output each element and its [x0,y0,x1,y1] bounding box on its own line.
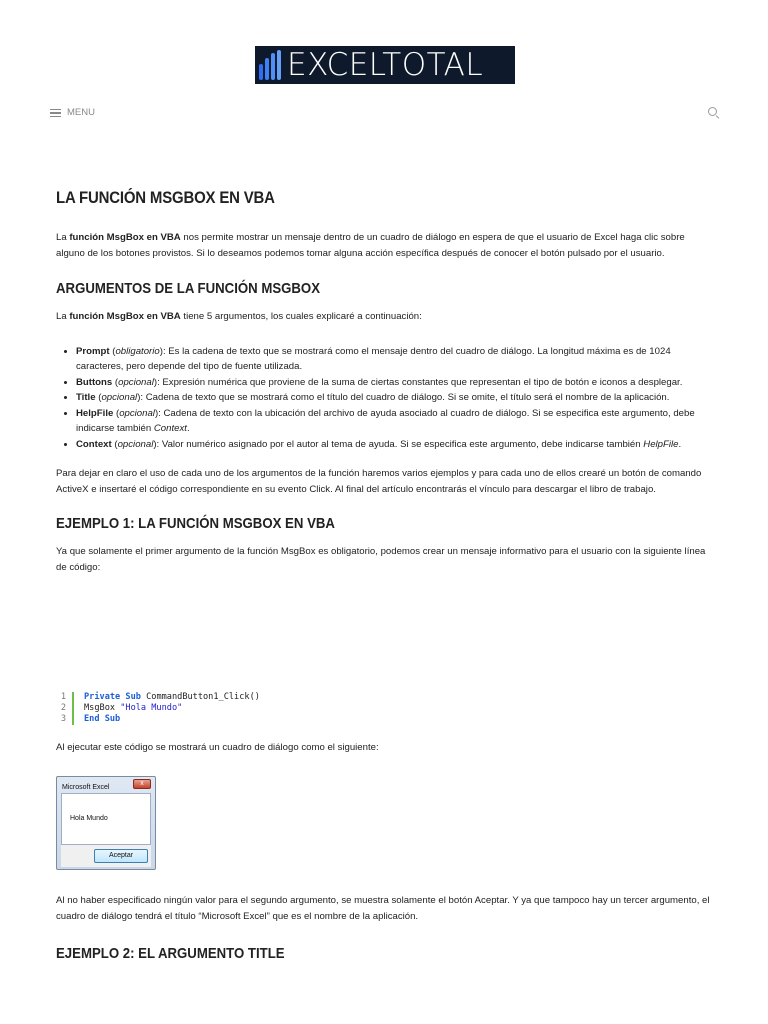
top-nav [50,104,720,122]
article-title: LA FUNCIÓN MSGBOX EN VBA [56,188,275,207]
arg-kind: opcional [119,407,155,419]
args-intro-paragraph [56,309,712,325]
arg-name: Title [76,392,96,403]
arg-name: Context [76,438,112,450]
arg-ref: HelpFile [643,438,679,450]
arg-desc: : Valor numérico asignado por el autor al tema de ayuda. Si se especifica este argumento, debe indicarse también [156,438,644,450]
intro-rest: nos permite mostrar un mensaje dentro de un cuadro de diálogo en espera de que el usuario de Excel haga clic sobre alguno de los botones provistos. Si lo deseamos podemos tomar alguna acción específica después de conocer el botón pulsado por el usuario. [56,232,685,259]
arg-kind: opcional [101,392,138,403]
args-intro-prefix: La [56,311,70,322]
arg-desc: : Cadena de texto con la ubicación del archivo de ayuda asociado al cuadro de diálogo. Si se especifica este argumento, debe indicarse también [76,407,695,434]
code-string: "Hola Mundo" [120,703,183,713]
code-keyword: End Sub [84,714,121,724]
arg-name: Buttons [76,376,113,388]
dialog-title: Microsoft Excel [62,784,110,791]
arguments-list [76,344,712,453]
example2-title: EJEMPLO 2: EL ARGUMENTO TITLE [56,945,285,962]
site-logo[interactable] [255,46,515,84]
menu-label: MENU [67,107,95,119]
logo-bars-icon [259,50,281,80]
arg-desc: : Cadena de texto que se mostrará como el título del cuadro de diálogo. Si se omite, el título será el nombre de la aplicación. [140,392,670,403]
args-intro-bold: función MsgBox en VBA [69,311,181,322]
msgbox-dialog-image [56,776,156,870]
logo-bar [271,53,275,80]
intro-paragraph [56,230,712,261]
hamburger-icon [50,109,61,117]
close-icon: x [133,779,151,789]
code-plain: MsgBox [84,703,121,713]
dialog-message: Hola Mundo [70,815,108,822]
intro-bold: función MsgBox en VBA [69,232,181,243]
example1-title: EJEMPLO 1: LA FUNCIÓN MSGBOX EN VBA [56,515,335,532]
arg-desc: : Es la cadena de texto que se mostrará como el mensaje dentro del cuadro de diálogo. La longitud máxima es de 1024 caracteres, pero depende del tipo de fuente utilizada. [76,345,671,372]
logo-bar [265,58,269,80]
arg-desc: : Expresión numérica que proviene de la suma de ciertas constantes que representan el tipo de botón e iconos a desplegar. [157,376,683,388]
code-line [56,692,260,703]
arg-kind: opcional [117,438,154,450]
article [56,186,712,575]
code-line [56,703,260,714]
code-line [56,714,260,725]
list-item: • Context (opcional): Valor numérico asignado por el autor al tema de ayuda. Si se especifica este argumento, debe indicarse también HelpFile. [76,437,712,453]
code-keyword: Private Sub [84,692,141,702]
examples-paragraph: Para dejar en claro el uso de cada uno de los argumentos de la función haremos varios ejemplos y para cada uno de ellos crearé un botón de comando ActiveX e insertaré el código correspondiente en su evento Click. Al final del artículo encontrarás el vínculo para descargar el libro de trabajo. [56,468,702,495]
list-item: • Title (opcional): Cadena de texto que se mostrará como el título del cuadro de diálogo. Si se omite, el título será el nombre de la aplicación. [76,390,712,406]
intro-prefix: La [56,232,70,243]
arg-end: . [678,438,682,450]
dialog-body [61,793,151,845]
logo-text: EXCELTOTAL [287,47,484,83]
after-dialog-paragraph: Al no haber especificado ningún valor para el segundo argumento, se muestra solamente el botón Aceptar. Y ya que tampoco hay un tercer argumento, el cuadro de diálogo tendrá el título “Microsoft Excel” que es el nombre de la aplicación. [56,895,710,922]
list-item: • HelpFile (opcional): Cadena de texto con la ubicación del archivo de ayuda asociado al cuadro de diálogo. Si se especifica este argumento, debe indicarse también Context. [76,406,712,437]
example1-intro: Ya que solamente el primer argumento de la función MsgBox es obligatorio, podemos crear un mensaje informativo para el usuario con la siguiente línea de código: [56,546,706,573]
code-text [84,714,120,725]
arg-kind: opcional [118,376,154,388]
search-icon[interactable] [708,107,720,119]
line-number: 1 [60,692,66,702]
logo-bar [259,64,263,80]
section-title-arguments: ARGUMENTOS DE LA FUNCIÓN MSGBOX [56,280,321,297]
line-number: 3 [60,714,66,724]
code-plain: CommandButton1_Click() [140,692,260,702]
arg-kind: obligatorio [115,345,160,357]
after-code-paragraph: Al ejecutar este código se mostrará un cuadro de diálogo como el siguiente: [56,742,379,753]
code-block [56,692,260,725]
arg-ref: Context [153,423,187,434]
list-item: • Prompt (obligatorio): Es la cadena de texto que se mostrará como el mensaje dentro del cuadro de diálogo. La longitud máxima es de 1024 caracteres, pero depende del tipo de fuente utilizada. [76,344,712,375]
arg-name: HelpFile [76,407,114,419]
list-item: • Buttons (opcional): Expresión numérica que proviene de la suma de ciertas constantes que representan el tipo de botón e iconos a desplegar. [76,375,712,391]
logo-bar [277,50,281,80]
menu-button[interactable] [50,105,95,121]
dialog-ok-button: Aceptar [94,849,148,863]
line-number: 2 [60,703,66,713]
code-text [84,692,260,703]
arg-name: Prompt [76,345,110,357]
dialog-footer [61,845,151,867]
args-intro-rest: tiene 5 argumentos, los cuales explicaré a continuación: [180,311,422,322]
arg-end: . [186,423,190,434]
code-text [84,703,182,714]
